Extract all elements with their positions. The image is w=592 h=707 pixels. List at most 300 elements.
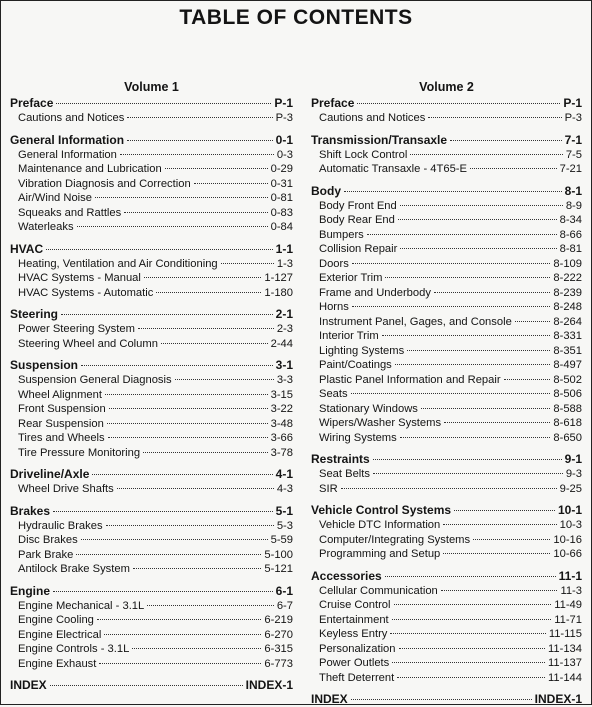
dot-leader <box>400 437 551 438</box>
dot-leader <box>108 437 268 438</box>
toc-entry-label: Collision Repair <box>319 243 398 255</box>
toc-section <box>311 503 582 562</box>
dot-leader <box>133 568 261 569</box>
toc-entry[interactable] <box>311 416 582 431</box>
section-heading-label: Steering <box>10 307 59 321</box>
dot-leader <box>143 452 268 453</box>
toc-entry-label: Maintenance and Lubrication <box>18 163 162 175</box>
section-heading-label: Accessories <box>311 568 382 583</box>
volume-1-column <box>10 78 293 693</box>
toc-entry-page-number: 1-3 <box>276 257 293 270</box>
toc-entry-page-number: 3-3 <box>276 374 293 386</box>
toc-entry-page-number: 6-315 <box>264 643 293 655</box>
toc-entry-label: Plastic Panel Information and Repair <box>319 373 501 386</box>
section-heading-page-number: 11-1 <box>558 568 582 583</box>
toc-entry-label: Front Suspension <box>18 403 106 415</box>
toc-entry[interactable] <box>311 300 582 315</box>
toc-entry-page-number: 3-78 <box>270 446 293 459</box>
dot-leader <box>46 249 273 250</box>
toc-entry-page-number: 0-29 <box>270 163 293 175</box>
section-heading[interactable] <box>10 504 293 519</box>
dot-leader <box>397 677 545 678</box>
toc-entry[interactable] <box>311 584 582 599</box>
toc-entry-page-number: 8-222 <box>553 272 582 284</box>
dot-leader <box>399 648 545 649</box>
dot-leader <box>434 292 550 293</box>
dot-leader <box>344 191 562 192</box>
toc-entry-page-number: 11-3 <box>560 584 582 597</box>
toc-entry-page-number: 1-180 <box>264 286 293 299</box>
section-heading[interactable] <box>10 584 293 599</box>
dot-leader <box>373 459 562 460</box>
index-entry-label: INDEX <box>10 678 47 692</box>
index-entry-label: INDEX <box>311 692 348 706</box>
toc-entry-label: Personalization <box>319 642 396 655</box>
toc-entry[interactable] <box>10 177 293 192</box>
toc-entry[interactable] <box>10 628 293 643</box>
toc-entry-label: Hydraulic Brakes <box>18 519 103 532</box>
toc-entry-page-number: 8-502 <box>553 373 582 386</box>
dot-leader <box>352 263 551 264</box>
toc-entry-page-number: 8-497 <box>553 359 582 371</box>
dot-leader <box>53 591 273 592</box>
toc-section <box>10 504 293 577</box>
dot-leader <box>410 154 563 155</box>
toc-entry-page-number: 2-44 <box>270 337 293 350</box>
dot-leader <box>428 117 561 118</box>
dot-leader <box>341 488 557 489</box>
toc-entry[interactable] <box>10 417 293 432</box>
toc-entry[interactable] <box>10 562 293 577</box>
section-heading[interactable] <box>10 307 293 322</box>
toc-entry-label: Theft Deterrent <box>319 671 395 684</box>
toc-entry[interactable] <box>10 191 293 206</box>
toc-section <box>10 242 293 301</box>
toc-entry-page-number: 8-239 <box>553 286 582 299</box>
dot-leader <box>175 379 274 380</box>
toc-entry[interactable] <box>311 315 582 330</box>
dot-leader <box>107 423 268 424</box>
toc-entry[interactable] <box>311 111 582 126</box>
toc-entry[interactable] <box>10 286 293 301</box>
toc-entry-page-number: 8-81 <box>559 243 582 255</box>
dot-leader <box>400 205 563 206</box>
section-heading-label: HVAC <box>10 241 44 256</box>
dot-leader <box>104 634 261 635</box>
section-heading[interactable] <box>311 184 582 199</box>
toc-entry[interactable] <box>311 213 582 228</box>
toc-entry-label: Disc Brakes <box>18 534 78 546</box>
toc-entry[interactable] <box>311 598 582 613</box>
toc-entry[interactable] <box>10 642 293 657</box>
dot-leader <box>394 604 552 605</box>
dot-leader <box>132 648 261 649</box>
toc-section <box>311 133 582 177</box>
toc-entry[interactable] <box>311 358 582 373</box>
section-heading-page-number: 2-1 <box>275 307 293 321</box>
toc-entry-page-number: 8-351 <box>553 344 582 357</box>
section-heading-label: General Information <box>10 132 125 147</box>
toc-entry-label: Bumpers <box>319 228 364 241</box>
section-heading[interactable] <box>311 503 582 518</box>
toc-section <box>10 358 293 460</box>
dot-leader <box>81 365 273 366</box>
dot-leader <box>385 576 556 577</box>
dot-leader <box>395 364 551 365</box>
section-heading-page-number: P-1 <box>563 96 582 110</box>
toc-entry-label: Wiring Systems <box>319 431 397 444</box>
dot-leader <box>441 590 558 591</box>
dot-leader <box>50 685 243 686</box>
toc-section <box>311 96 582 126</box>
toc-entry-page-number: P-3 <box>564 112 582 124</box>
toc-entry-page-number: 0-81 <box>270 192 293 204</box>
toc-entry[interactable] <box>311 671 582 686</box>
toc-entry[interactable] <box>311 642 582 657</box>
dot-leader <box>56 103 271 104</box>
dot-leader <box>109 408 268 409</box>
toc-entry-page-number: 1-127 <box>264 272 293 284</box>
toc-entry[interactable] <box>311 373 582 388</box>
toc-entry[interactable] <box>10 548 293 563</box>
dot-leader <box>120 154 274 155</box>
toc-entry-page-number: 5-59 <box>270 534 293 546</box>
section-heading-label: Transmission/Transaxle <box>311 132 448 147</box>
section-heading-label: Driveline/Axle <box>10 467 90 481</box>
toc-entry-label: Body Rear End <box>319 214 395 226</box>
toc-entry[interactable] <box>10 271 293 286</box>
dot-leader <box>106 525 274 526</box>
section-heading-page-number: 8-1 <box>564 183 582 198</box>
toc-entry-label: Vehicle DTC Information <box>319 519 441 531</box>
toc-entry-label: HVAC Systems - Manual <box>18 272 141 284</box>
dot-leader <box>351 699 532 700</box>
toc-entry-label: Power Steering System <box>18 323 135 335</box>
section-heading[interactable] <box>311 133 582 148</box>
section-heading-page-number: 10-1 <box>557 503 582 517</box>
toc-entry[interactable] <box>311 518 582 533</box>
section-heading-page-number: 4-1 <box>275 467 293 481</box>
index-entry-page-number: INDEX-1 <box>245 678 293 692</box>
toc-section <box>10 584 293 672</box>
volume-heading: Volume 1 <box>124 80 179 94</box>
toc-entry-label: Wheel Alignment <box>18 388 102 401</box>
dot-leader <box>400 248 556 249</box>
toc-entry-page-number: 0-84 <box>270 221 293 233</box>
toc-entry-page-number: 6-270 <box>264 628 293 641</box>
toc-entry[interactable] <box>10 111 293 126</box>
toc-entry-page-number: 3-22 <box>270 403 293 415</box>
index-entry[interactable] <box>10 678 293 693</box>
toc-entry-label: Frame and Underbody <box>319 286 431 299</box>
section-heading-label: Preface <box>311 96 355 110</box>
toc-entry-label: Engine Mechanical - 3.1L <box>18 599 145 612</box>
toc-entry-label: Shift Lock Control <box>319 148 408 161</box>
toc-entry-page-number: P-3 <box>275 112 293 124</box>
index-entry-page-number: INDEX-1 <box>534 692 582 706</box>
toc-entry-page-number: 11-115 <box>548 628 582 640</box>
dot-leader <box>504 379 551 380</box>
toc-entry[interactable] <box>10 533 293 548</box>
toc-entry-label: Programming and Setup <box>319 548 441 560</box>
toc-entry[interactable] <box>311 228 582 243</box>
volume-heading: Volume 2 <box>419 80 474 94</box>
toc-entry-page-number: 6-219 <box>264 614 293 626</box>
toc-entry[interactable] <box>311 242 582 257</box>
volume-2-column <box>311 78 582 707</box>
dot-leader <box>421 408 551 409</box>
toc-entry[interactable] <box>10 613 293 628</box>
toc-entry-label: Doors <box>319 257 349 270</box>
toc-entry[interactable] <box>10 482 293 497</box>
toc-entry-page-number: 6-7 <box>276 599 293 612</box>
toc-entry[interactable] <box>10 388 293 403</box>
section-heading[interactable] <box>311 452 582 467</box>
dot-leader <box>392 662 545 663</box>
toc-entry-page-number: 0-83 <box>270 206 293 219</box>
toc-entry[interactable] <box>10 657 293 672</box>
toc-entry-label: Interior Trim <box>319 330 379 342</box>
dot-leader <box>367 234 557 235</box>
toc-entry[interactable] <box>10 148 293 163</box>
toc-entry-label: Keyless Entry <box>319 628 388 640</box>
section-heading-label: Brakes <box>10 503 51 518</box>
toc-entry-label: Body Front End <box>319 199 397 212</box>
section-heading-page-number: 7-1 <box>564 132 582 147</box>
toc-entry-label: SIR <box>319 482 338 495</box>
section-heading-page-number: 5-1 <box>275 503 293 518</box>
toc-entry[interactable] <box>10 431 293 446</box>
toc-entry-label: Antilock Brake System <box>18 563 130 575</box>
toc-entry-page-number: 3-15 <box>270 388 293 401</box>
toc-entry-page-number: 8-248 <box>553 301 582 313</box>
toc-entry-page-number: 11-134 <box>547 642 582 655</box>
section-heading[interactable] <box>10 242 293 257</box>
toc-entry[interactable] <box>311 482 582 497</box>
toc-entry[interactable] <box>311 613 582 628</box>
toc-entry-label: Rear Suspension <box>18 417 104 430</box>
toc-entry-label: Tires and Wheels <box>18 432 105 444</box>
section-heading-page-number: 9-1 <box>564 452 582 466</box>
toc-entry[interactable] <box>311 199 582 214</box>
toc-entry[interactable] <box>10 599 293 614</box>
toc-entry-label: Heating, Ventilation and Air Conditioning <box>18 257 218 270</box>
toc-entry-label: Seats <box>319 388 348 400</box>
toc-entry-page-number: 6-773 <box>264 657 293 670</box>
section-heading[interactable] <box>10 467 293 482</box>
toc-entry-page-number: 8-34 <box>559 214 582 226</box>
toc-entry-label: Power Outlets <box>319 657 390 669</box>
toc-entry[interactable] <box>311 344 582 359</box>
dot-leader <box>144 277 261 278</box>
dot-leader <box>61 314 273 315</box>
toc-entry-label: Vibration Diagnosis and Correction <box>18 177 191 190</box>
toc-entry[interactable] <box>311 533 582 548</box>
toc-section <box>10 96 293 126</box>
toc-entry-page-number: 2-3 <box>276 323 293 335</box>
toc-entry-label: Suspension General Diagnosis <box>18 374 172 386</box>
section-heading[interactable] <box>10 96 293 111</box>
dot-leader <box>127 117 272 118</box>
dot-leader <box>470 168 557 169</box>
toc-entry-label: Engine Exhaust <box>18 657 97 670</box>
toc-entry-label: General Information <box>18 148 117 161</box>
toc-entry-page-number: 5-121 <box>264 563 293 575</box>
toc-entry-page-number: 8-109 <box>553 257 582 270</box>
toc-entry-label: Cruise Control <box>319 599 391 611</box>
toc-entry[interactable] <box>311 467 582 482</box>
toc-entry-page-number: 5-3 <box>276 519 293 532</box>
toc-entry-page-number: 8-9 <box>565 199 582 212</box>
section-heading-page-number: 3-1 <box>275 358 293 372</box>
toc-entry-label: Lighting Systems <box>319 344 405 357</box>
toc-entry-page-number: 8-506 <box>553 388 582 400</box>
dot-leader <box>351 393 551 394</box>
toc-entry-label: Cellular Communication <box>319 584 438 597</box>
dot-leader <box>352 306 551 307</box>
dot-leader <box>392 619 552 620</box>
toc-entry[interactable] <box>311 431 582 446</box>
dot-leader <box>97 619 261 620</box>
section-heading-label: Preface <box>10 96 54 110</box>
toc-entry-page-number: 7-21 <box>559 163 582 175</box>
toc-entry-label: Squeaks and Rattles <box>18 206 122 219</box>
dot-leader <box>117 488 274 489</box>
dot-leader <box>161 343 268 344</box>
dot-leader <box>165 168 268 169</box>
dot-leader <box>76 554 261 555</box>
toc-entry-label: Cautions and Notices <box>18 112 125 124</box>
dot-leader <box>473 539 550 540</box>
toc-entry[interactable] <box>311 257 582 272</box>
toc-entry-label: Cautions and Notices <box>319 112 426 124</box>
dot-leader <box>385 277 550 278</box>
toc-entry-page-number: 8-618 <box>553 417 582 429</box>
dot-leader <box>105 394 268 395</box>
toc-section <box>311 452 582 496</box>
dot-leader <box>398 219 557 220</box>
dot-leader <box>99 663 261 664</box>
toc-entry-label: Entertainment <box>319 613 389 626</box>
toc-entry[interactable] <box>10 257 293 272</box>
section-heading[interactable] <box>311 569 582 584</box>
toc-entry-page-number: 10-3 <box>559 519 582 531</box>
toc-entry-label: Air/Wind Noise <box>18 192 92 204</box>
toc-entry-page-number: 11-144 <box>547 671 582 684</box>
dot-leader <box>156 292 261 293</box>
toc-entry[interactable] <box>311 148 582 163</box>
toc-entry-page-number: 8-588 <box>553 402 582 415</box>
toc-entry[interactable] <box>311 162 582 177</box>
dot-leader <box>443 524 556 525</box>
dot-leader <box>95 197 268 198</box>
toc-entry-page-number: 7-5 <box>565 148 582 161</box>
toc-entry-page-number: 11-137 <box>547 657 582 669</box>
toc-entry-label: Seat Belts <box>319 468 370 480</box>
section-heading[interactable] <box>10 358 293 373</box>
toc-entry-label: Waterleaks <box>18 221 74 233</box>
section-heading[interactable] <box>311 96 582 111</box>
toc-entry-page-number: 9-25 <box>559 482 582 495</box>
toc-entry[interactable] <box>311 627 582 642</box>
section-heading-page-number: 0-1 <box>275 132 293 147</box>
dot-leader <box>373 473 563 474</box>
toc-entry[interactable] <box>311 547 582 562</box>
dot-leader <box>77 226 268 227</box>
toc-entry[interactable] <box>10 446 293 461</box>
toc-entry-label: Computer/Integrating Systems <box>319 533 471 546</box>
toc-entry-page-number: 8-264 <box>553 315 582 328</box>
toc-entry[interactable] <box>311 402 582 417</box>
toc-entry[interactable] <box>10 373 293 388</box>
dot-leader <box>138 328 274 329</box>
toc-entry-page-number: 3-66 <box>270 432 293 444</box>
section-heading-label: Vehicle Control Systems <box>311 503 452 517</box>
toc-entry[interactable] <box>10 337 293 352</box>
toc-entry[interactable] <box>311 329 582 344</box>
toc-entry[interactable] <box>311 656 582 671</box>
section-heading[interactable] <box>10 133 293 148</box>
toc-entry[interactable] <box>311 387 582 402</box>
dot-leader <box>407 350 550 351</box>
toc-entry[interactable] <box>10 220 293 235</box>
toc-entry-page-number: 0-3 <box>276 148 293 161</box>
toc-section <box>10 467 293 497</box>
toc-section <box>311 184 582 446</box>
toc-entry-page-number: 11-49 <box>554 599 582 611</box>
section-heading-page-number: 6-1 <box>275 583 293 598</box>
toc-entry[interactable] <box>10 162 293 177</box>
toc-entry-label: Stationary Windows <box>319 402 418 415</box>
section-heading-label: Restraints <box>311 452 370 466</box>
toc-entry[interactable] <box>10 322 293 337</box>
toc-entry[interactable] <box>10 402 293 417</box>
toc-entry-page-number: 10-16 <box>553 533 582 546</box>
dot-leader <box>92 474 272 475</box>
toc-entry-page-number: 11-71 <box>554 613 582 626</box>
toc-entry-label: Automatic Transaxle - 4T65-E <box>319 163 467 175</box>
dot-leader <box>124 212 267 213</box>
toc-entry-page-number: 5-100 <box>264 548 293 561</box>
toc-entry[interactable] <box>10 519 293 534</box>
toc-entry-page-number: 8-650 <box>553 431 582 444</box>
section-heading-label: Engine <box>10 583 51 598</box>
dot-leader <box>443 553 550 554</box>
toc-entry-label: Wipers/Washer Systems <box>319 417 442 429</box>
toc-entry-label: Horns <box>319 301 349 313</box>
toc-entry[interactable] <box>311 286 582 301</box>
toc-entry-label: Engine Cooling <box>18 614 94 626</box>
dot-leader <box>127 140 273 141</box>
section-heading-label: Body <box>311 183 341 198</box>
toc-entry-page-number: 8-66 <box>559 228 582 241</box>
toc-entry-page-number: 8-331 <box>553 330 582 342</box>
section-heading-page-number: 1-1 <box>275 241 293 256</box>
dot-leader <box>81 539 268 540</box>
dot-leader <box>53 511 273 512</box>
toc-entry-page-number: 10-66 <box>553 548 582 560</box>
dot-leader <box>450 140 562 141</box>
toc-entry[interactable] <box>10 206 293 221</box>
dot-leader <box>221 263 274 264</box>
toc-entry-label: Wheel Drive Shafts <box>18 483 114 495</box>
toc-entry-label: Engine Electrical <box>18 628 102 641</box>
toc-entry[interactable] <box>311 271 582 286</box>
toc-entry-label: HVAC Systems - Automatic <box>18 286 154 299</box>
dot-leader <box>147 605 274 606</box>
toc-entry-label: Exterior Trim <box>319 272 383 284</box>
toc-entry-label: Steering Wheel and Column <box>18 337 158 350</box>
